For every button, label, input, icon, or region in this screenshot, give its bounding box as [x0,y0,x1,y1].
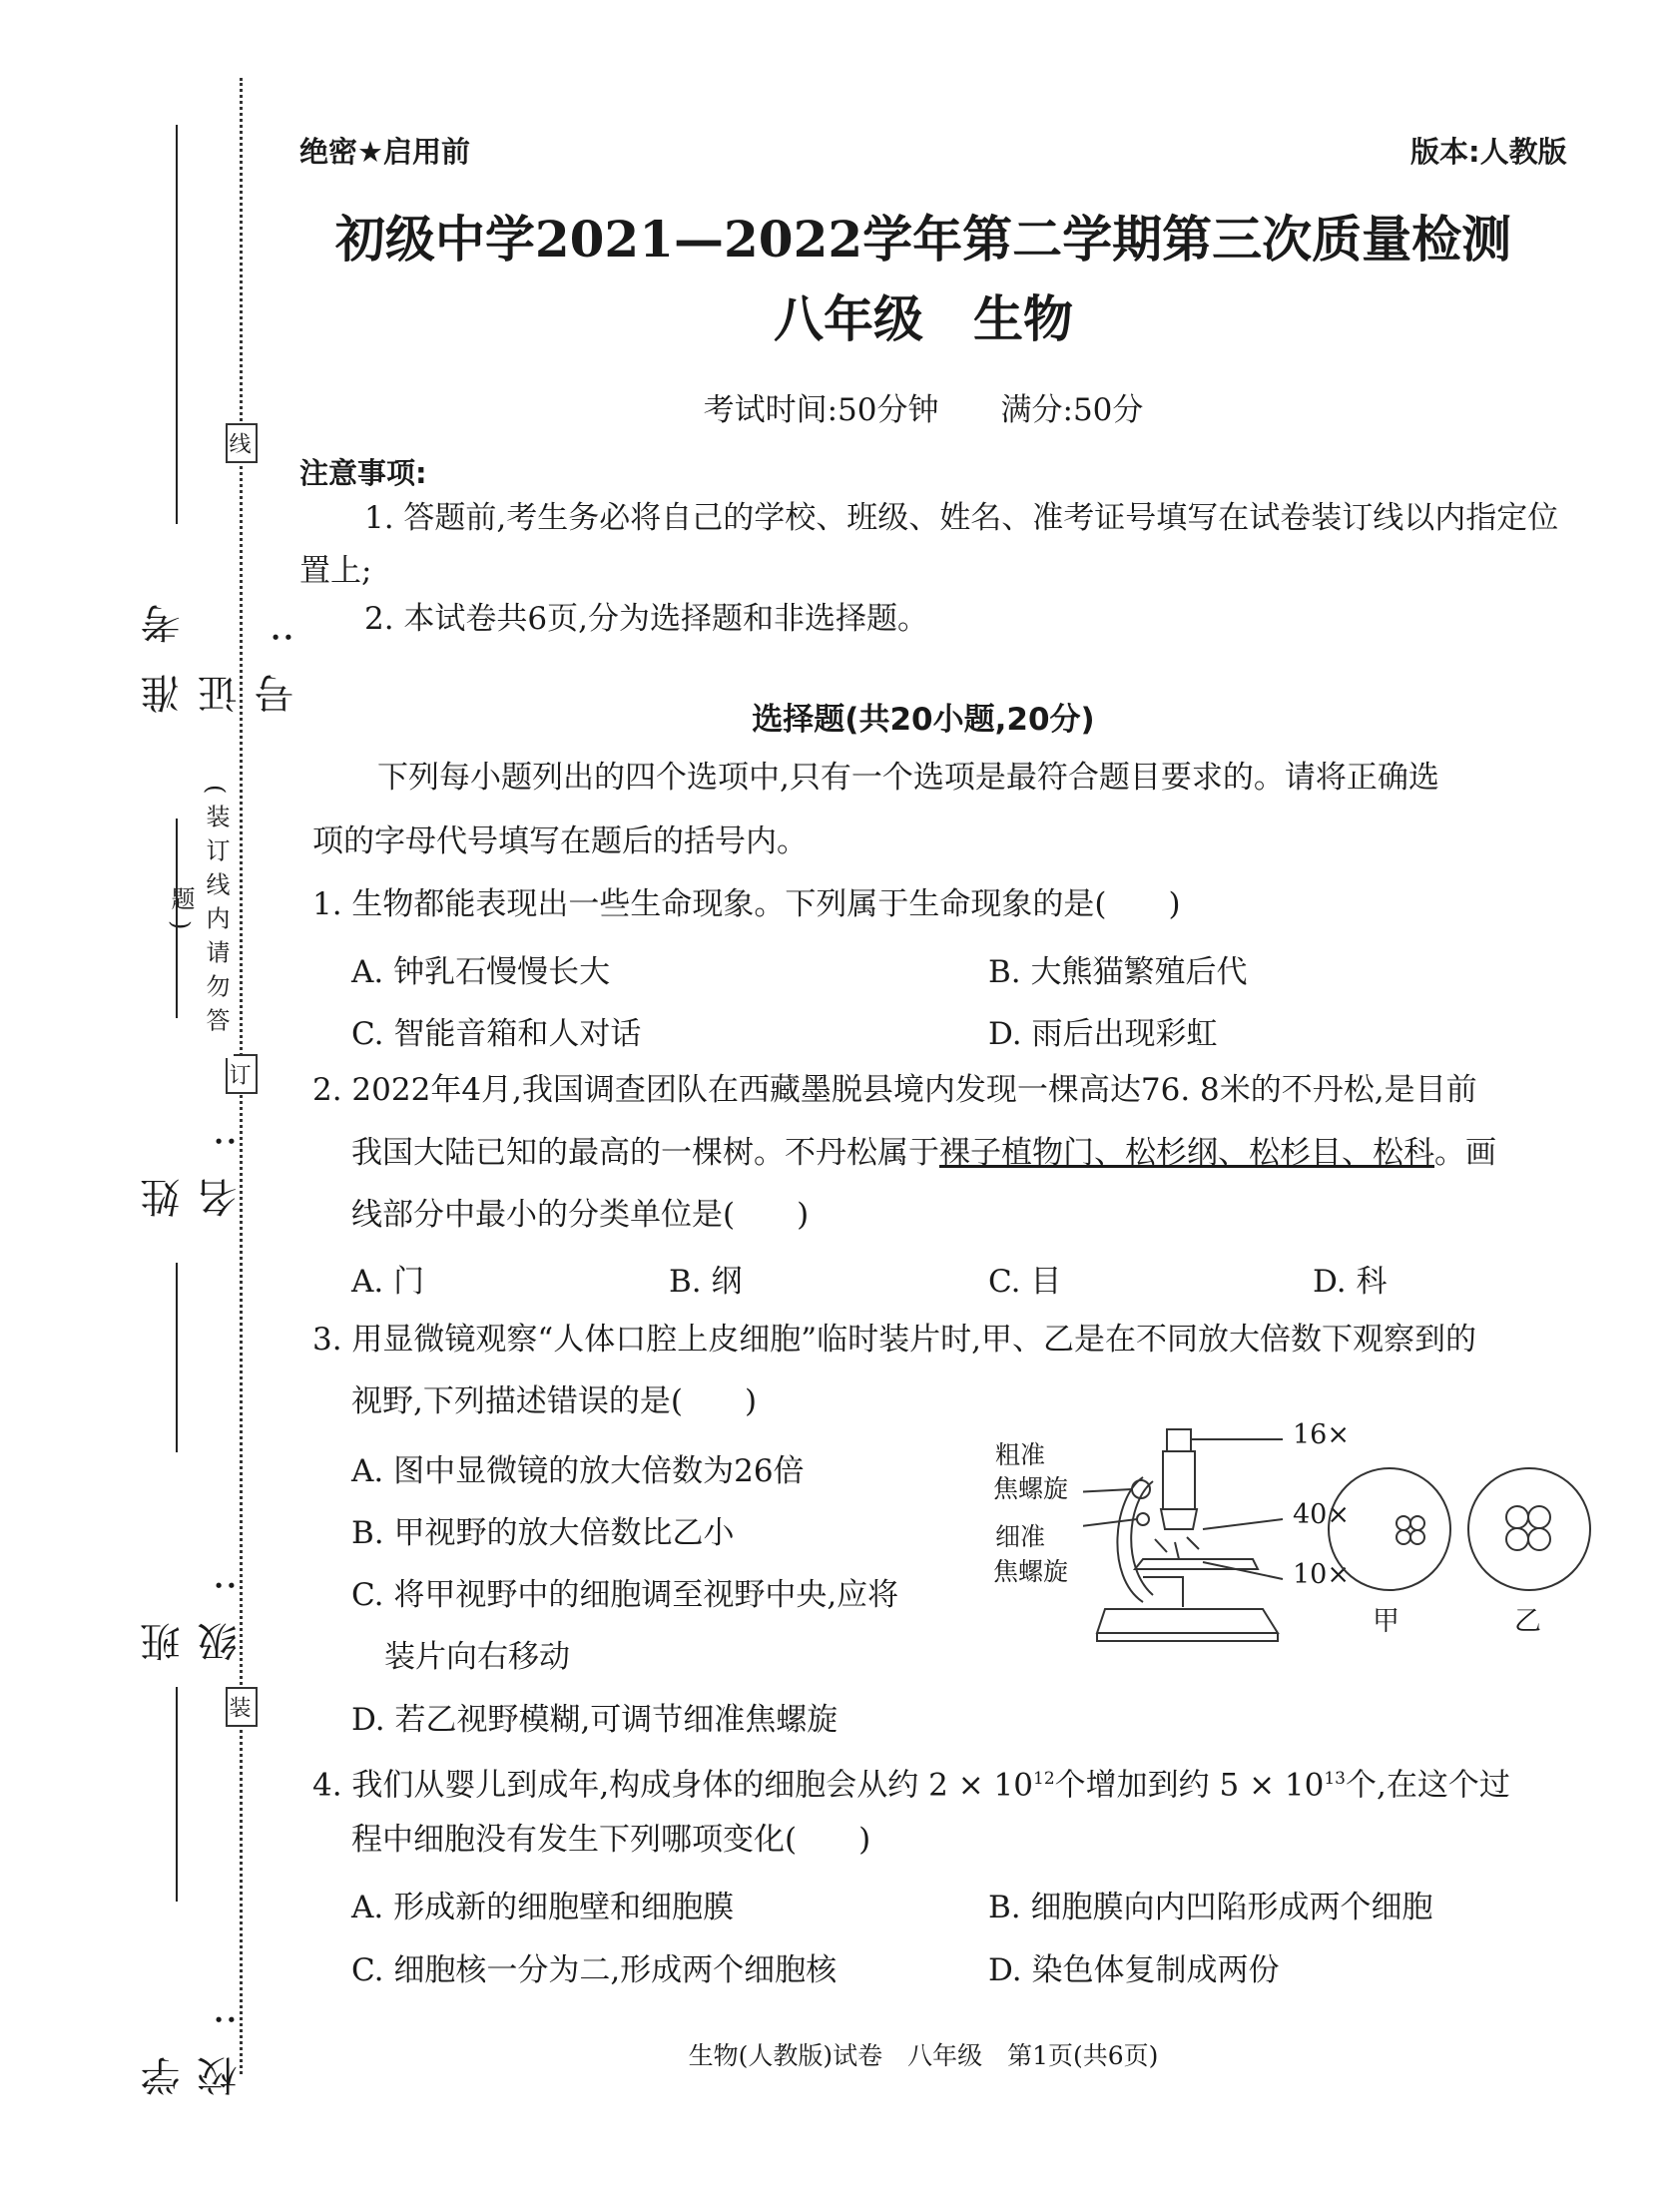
page-subtitle: 八年级 生物 [774,289,1073,348]
q3-figure [993,1417,1612,1657]
q3-option-b[interactable]: B. 甲视野的放大倍数比乙小 [351,1515,735,1551]
school-line[interactable] [176,1687,178,1902]
objective-mag-low: 10× [1293,1559,1350,1590]
note-item-1-cont: 置上; [299,553,372,589]
q1-stem: 1. 生物都能表现出一些生命现象。下列属于生命现象的是( ) [312,886,1181,922]
page-title: 初级中学2021—2022学年第二学期第三次质量检测 [334,210,1512,269]
q4-line1: 4. 我们从婴儿到成年,构成身体的细胞会从约 $2 \times 10^{12}$个增加到约 $5 \times 10^{13}$个,在这个过 [312,1767,1510,1804]
exam-id-label: 准考证号: [141,574,300,714]
q4-exponent-1: 12 [1033,1769,1055,1789]
version-label: 版本:人教版 [1410,135,1567,169]
view-jia-label: 甲 [1373,1606,1400,1637]
section-title: 选择题(共20小题,20分) [752,702,1095,738]
fine-focus-label-1: 细准 [995,1522,1046,1551]
section-intro-cont: 项的字母代号填写在题后的括号内。 [312,823,808,859]
notes-heading: 注意事项: [299,456,427,490]
objective-mag-high: 40× [1293,1499,1350,1530]
q2-line2: 我国大陆已知的最高的一棵树。不丹松属于裸子植物门、松杉纲、松杉目、松科。画 [351,1135,1496,1171]
section-intro: 下列每小题列出的四个选项中,只有一个选项是最符合题目要求的。请将正确选 [377,760,1439,796]
fine-focus-label-2: 焦螺旋 [993,1557,1069,1586]
cell-icon [1505,1527,1529,1551]
q2-option-b[interactable]: B. 纲 [669,1264,743,1300]
class-label: 班 级: [141,1522,244,1662]
binding-note: (装订线内请勿答题) [198,769,234,1058]
secret-label: 绝密★启用前 [299,135,470,169]
view-yi-label: 乙 [1514,1606,1541,1637]
class-line[interactable] [176,1263,178,1452]
coarse-focus-label-1: 粗准 [995,1440,1046,1469]
q2-line1: 2. 2022年4月,我国调查团队在西藏墨脱县境内发现一棵高达76. 8米的不丹松,是目前 [312,1072,1477,1108]
q2-option-a[interactable]: A. 门 [351,1264,425,1300]
exam-id-line[interactable] [176,125,178,524]
q2-underlined-ranks: 裸子植物门、松杉纲、松杉目、松科 [939,1135,1434,1171]
binding-mark-xian: 线 [226,423,258,463]
note-item-1: 1. 答题前,考生务必将自己的学校、班级、姓名、准考证号填写在试卷装订线以内指定位 [364,500,1559,536]
q4-option-d[interactable]: D. 染色体复制成两份 [988,1952,1280,1988]
q3-option-a[interactable]: A. 图中显微镜的放大倍数为26倍 [351,1453,805,1489]
q3-line1: 3. 用显微镜观察“人体口腔上皮细胞”临时装片时,甲、乙是在不同放大倍数下观察到的 [312,1322,1476,1358]
q2-line3: 线部分中最小的分类单位是( ) [351,1197,810,1233]
q4-line2: 程中细胞没有发生下列哪项变化( ) [351,1822,871,1858]
q1-option-c[interactable]: C. 智能音箱和人对话 [351,1016,642,1052]
exam-info: 考试时间:50分钟 满分:50分 [703,392,1144,428]
name-label: 姓 名: [141,1078,244,1218]
q1-option-d[interactable]: D. 雨后出现彩虹 [988,1016,1218,1052]
q4-option-a[interactable]: A. 形成新的细胞壁和细胞膜 [351,1890,735,1925]
q3-line2: 视野,下列描述错误的是( ) [351,1383,758,1419]
view-yi-circle [1467,1467,1591,1591]
eyepiece-mag: 16× [1293,1419,1350,1450]
binding-mark-zhuang: 装 [226,1687,258,1727]
coarse-focus-label-2: 焦螺旋 [993,1474,1069,1503]
q3-option-c[interactable]: C. 将甲视野中的细胞调至视野中央,应将 [351,1577,899,1613]
cell-icon [1527,1505,1551,1529]
q1-option-a[interactable]: A. 钟乳石慢慢长大 [351,954,611,990]
q4-option-c[interactable]: C. 细胞核一分为二,形成两个细胞核 [351,1952,838,1988]
name-line[interactable] [176,819,178,1018]
q3-option-c-cont: 装片向右移动 [384,1639,570,1675]
cell-icon [1505,1505,1529,1529]
school-label: 学 校: [141,1956,244,2096]
q4-option-b[interactable]: B. 细胞膜向内凹陷形成两个细胞 [988,1890,1433,1925]
view-jia-circle [1328,1467,1451,1591]
cell-icon [1409,1529,1425,1545]
microscope-drawing [1083,1417,1333,1657]
note-item-2: 2. 本试卷共6页,分为选择题和非选择题。 [364,601,929,637]
binding-mark-ding: 订 [226,1054,258,1094]
q2-option-d[interactable]: D. 科 [1313,1264,1388,1300]
cell-icon [1527,1527,1551,1551]
page-footer: 生物(人教版)试卷 八年级 第1页(共6页) [688,2041,1159,2070]
q3-option-d[interactable]: D. 若乙视野模糊,可调节细准焦螺旋 [351,1702,839,1738]
q4-exponent-2: 13 [1324,1769,1346,1789]
q1-option-b[interactable]: B. 大熊猫繁殖后代 [988,954,1248,990]
q2-option-c[interactable]: C. 目 [988,1264,1062,1300]
